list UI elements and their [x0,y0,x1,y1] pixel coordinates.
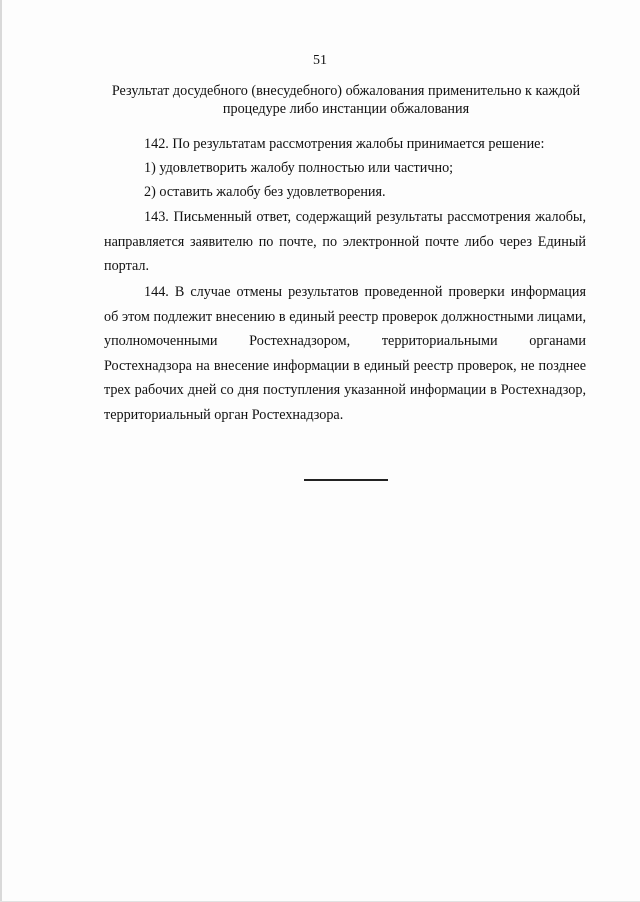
paragraph-143: 143. Письменный ответ, содержащий результаты рассмотрения жалобы, направляется заявителю по почте, по электронной почте либо через Единый портал. [104,209,586,274]
page-edge-left [0,0,2,902]
page-number: 51 [313,53,327,68]
paragraph-144: 144. В случае отмены результатов проведенной проверки информация об этом подлежит внесению в единый реестр проверок должностными лицами, уполномоченными Ростехнадзором, территориальными органами Ростехнадзора на внесение информации в единый реестр проверок, не позднее трех рабочих дней со дня поступления указанной информации в Ростехнадзор, территориальный орган Ростехнадзора. [104,284,586,423]
paragraph-142: 142. По результатам рассмотрения жалобы принимается решение: [144,136,545,152]
list-item-1: 1) удовлетворить жалобу полностью или частично; [144,160,454,176]
list-item-2: 2) оставить жалобу без удовлетворения. [144,184,386,200]
end-separator-line [304,479,388,481]
section-heading: Результат досудебного (внесудебного) обжалования применительно к каждой процедуре либо инстанции обжалования [111,83,581,117]
